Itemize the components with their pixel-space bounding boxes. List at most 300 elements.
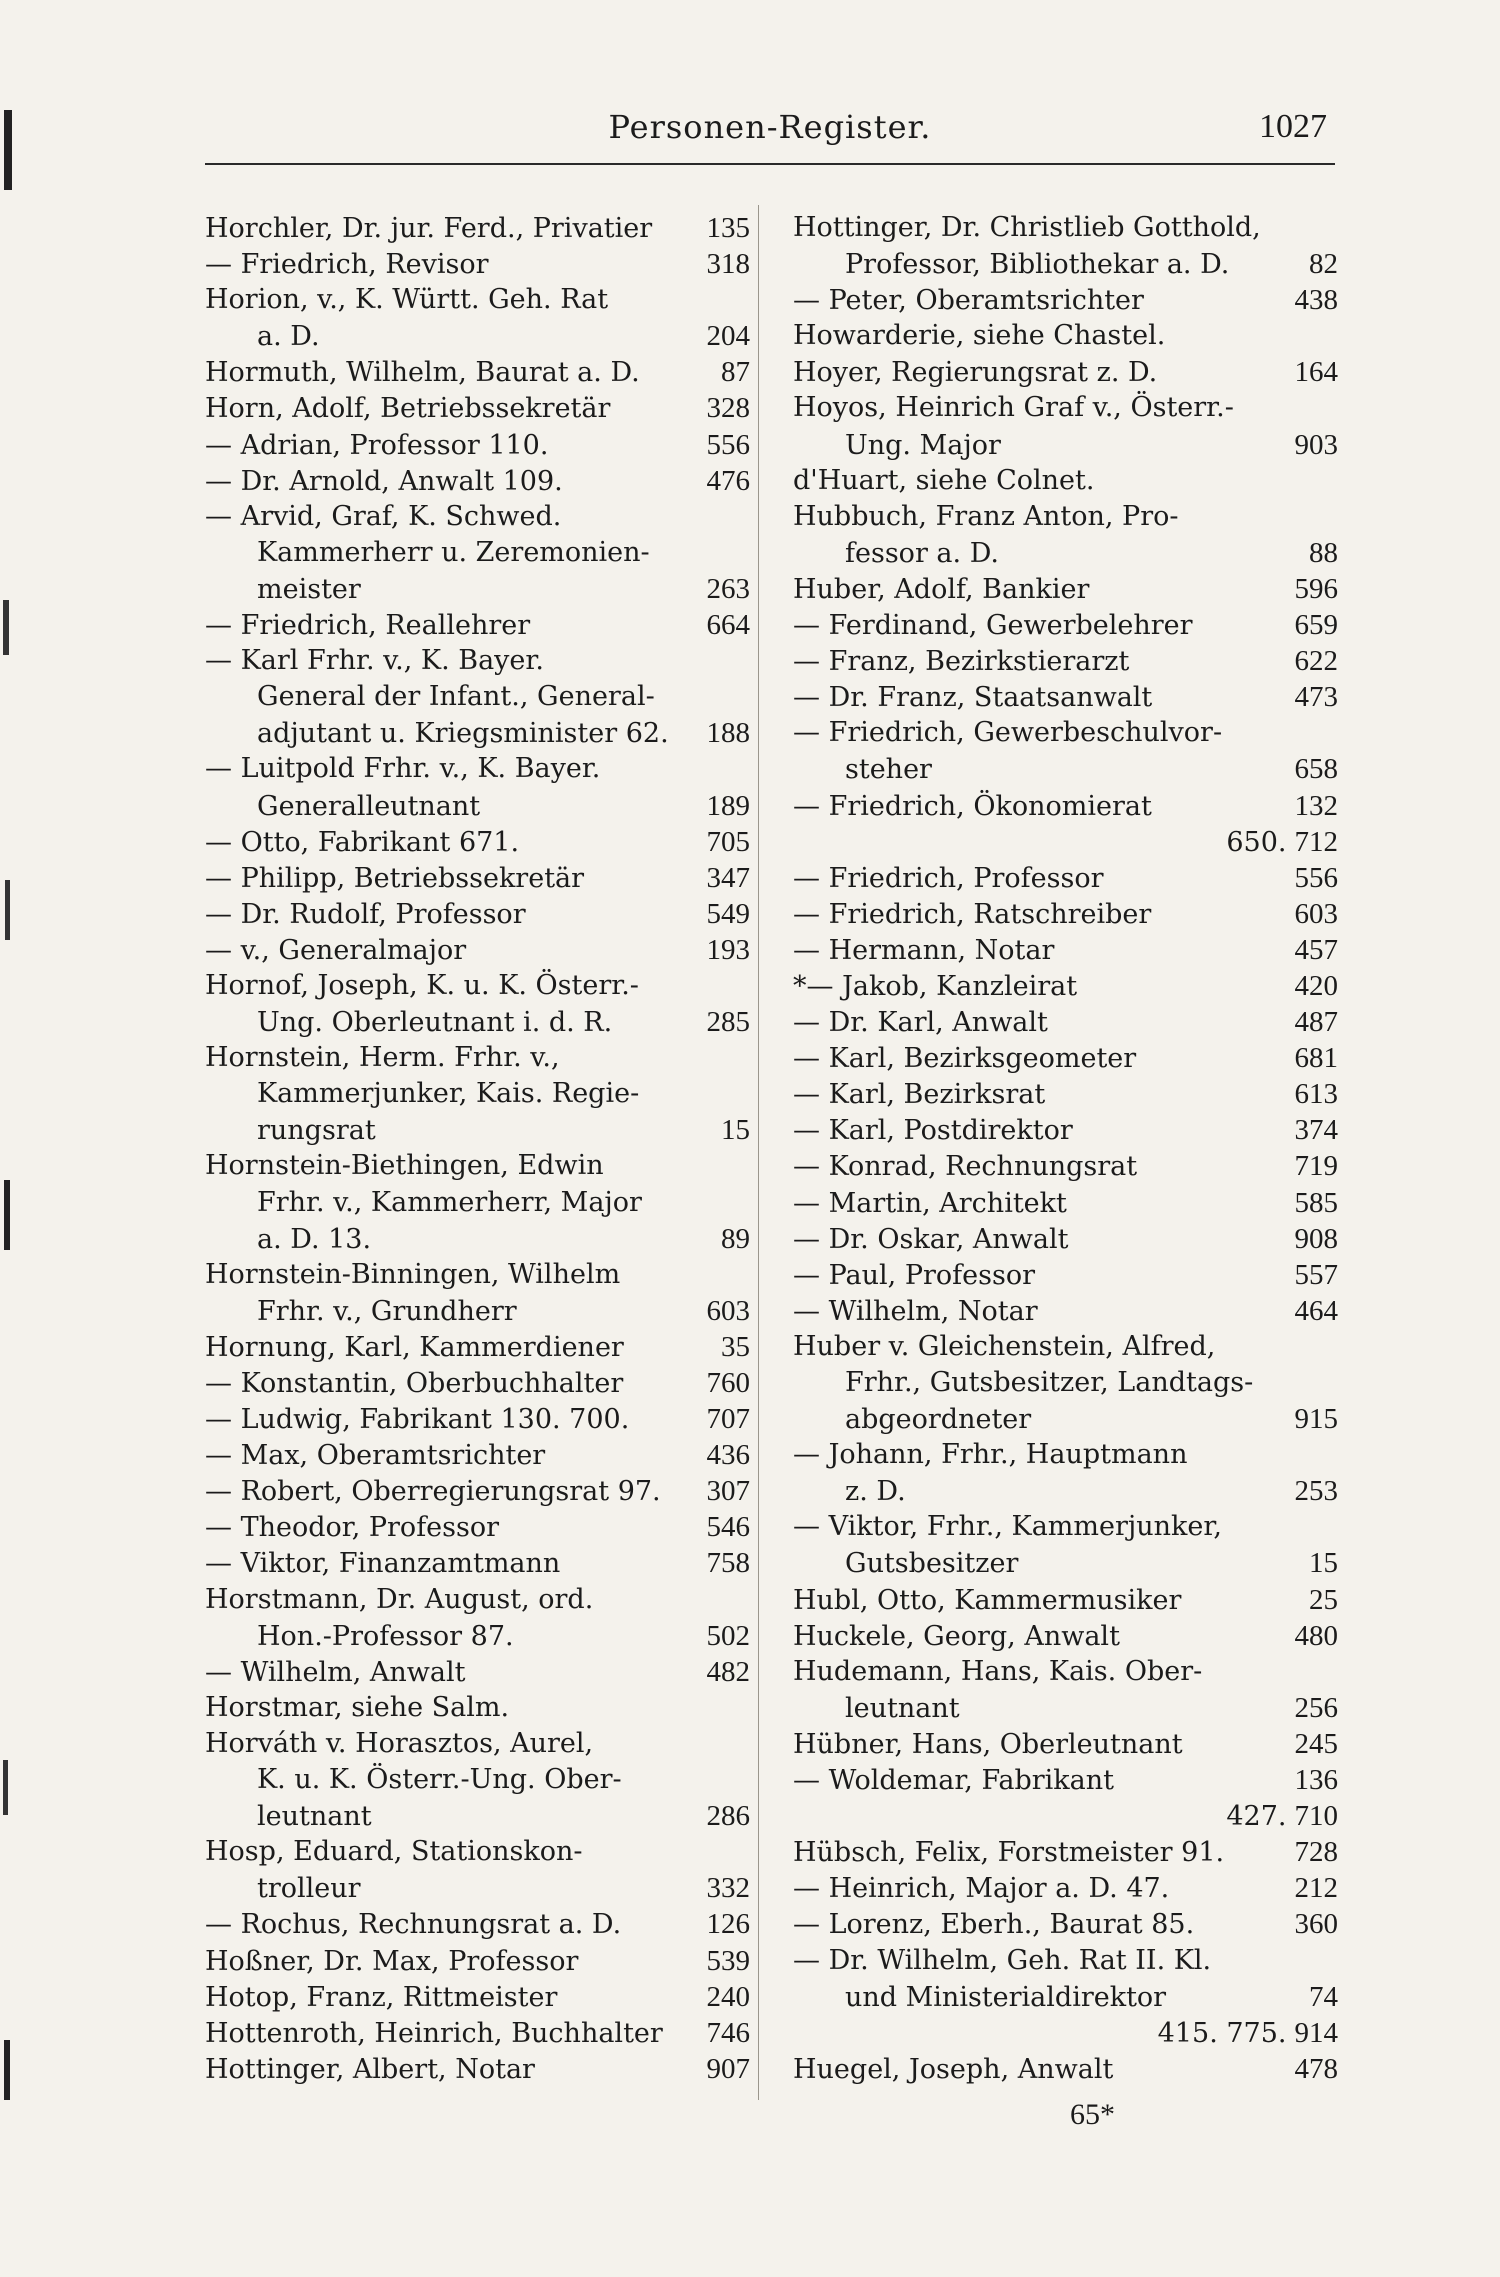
- entry-page-number: 622: [1294, 645, 1338, 678]
- entry-page-number: 263: [706, 572, 750, 605]
- entry-page-number: 164: [1294, 356, 1338, 389]
- entry-line: [793, 751, 1338, 787]
- entry-line: [793, 390, 1338, 426]
- entry-line: [793, 896, 1338, 932]
- entry-line: [793, 571, 1338, 607]
- entry-line: [205, 1509, 750, 1545]
- entry-text: — Rochus, Rechnungsrat a. D.: [205, 1909, 622, 1941]
- entry-page-number: 482: [706, 1655, 750, 1688]
- entry-line: [205, 1040, 750, 1076]
- entry-line: [793, 2051, 1338, 2087]
- entry-line: [205, 1076, 750, 1112]
- entry-line: [793, 1943, 1338, 1979]
- register-entry: [793, 1221, 1338, 1257]
- entry-line: [793, 499, 1338, 535]
- entry-line: [205, 354, 750, 390]
- entry-text: Hosp, Eduard, Stationskon-: [205, 1836, 583, 1868]
- entry-page-number: 746: [706, 2016, 750, 2049]
- entry-text: steher: [845, 754, 932, 786]
- entry-line: [205, 679, 750, 715]
- entry-page-number: 245: [1294, 1727, 1338, 1760]
- entry-page-number: 664: [706, 609, 750, 642]
- register-entry: [205, 1654, 750, 1690]
- register-entry: [205, 1545, 750, 1581]
- register-entry: [793, 282, 1338, 318]
- entry-text: — Dr. Oskar, Anwalt: [793, 1223, 1069, 1255]
- entry-line: [205, 1148, 750, 1184]
- entry-text: Huegel, Joseph, Anwalt: [793, 2053, 1114, 2085]
- entry-text: Horchler, Dr. jur. Ferd., Privatier: [205, 213, 653, 244]
- entry-text: Ung. Oberleutnant i. d. R.: [257, 1007, 613, 1039]
- register-entry: [205, 751, 750, 823]
- entry-text: z. D.: [845, 1476, 906, 1508]
- entry-page-number: 360: [1294, 1908, 1338, 1941]
- entry-text: Horstmar, siehe Salm.: [205, 1691, 510, 1723]
- entry-line: [205, 1618, 750, 1654]
- entry-line: [793, 1870, 1338, 1906]
- entry-text: — Friedrich, Ratschreiber: [793, 898, 1152, 930]
- entry-page-number: 659: [1294, 609, 1338, 642]
- entry-page-number: 25: [1309, 1583, 1338, 1616]
- entry-line: [205, 1545, 750, 1581]
- entry-text: — Max, Oberamtsrichter: [205, 1440, 546, 1472]
- entry-page-number: 318: [706, 248, 750, 281]
- entry-page-number: 87: [721, 356, 750, 389]
- entry-page-number: 188: [706, 717, 750, 750]
- register-entry: [793, 1040, 1338, 1076]
- entry-text: — Arvid, Graf, K. Schwed.: [205, 500, 562, 532]
- entry-line: [205, 1870, 750, 1906]
- entry-text: 427.: [1226, 1801, 1287, 1833]
- entry-text: — Wilhelm, Notar: [793, 1295, 1038, 1327]
- entry-line: [793, 210, 1338, 246]
- entry-text: Hübsch, Felix, Forstmeister 91.: [793, 1837, 1225, 1869]
- page-title: Personen-Register.: [608, 108, 932, 146]
- register-entry: [205, 246, 750, 282]
- register-entry: [205, 463, 750, 499]
- entry-page-number: 915: [1294, 1403, 1338, 1436]
- left-column: [205, 210, 750, 2087]
- entry-text: Frhr., Gutsbesitzer, Landtags-: [845, 1367, 1254, 1398]
- register-entry: [793, 1906, 1338, 1942]
- entry-text: — Friedrich, Professor: [793, 862, 1104, 894]
- header-rule: [205, 163, 1335, 165]
- entry-line: [793, 824, 1338, 860]
- register-entry: [205, 1582, 750, 1654]
- entry-line: [205, 788, 750, 824]
- entry-line: [205, 499, 750, 535]
- entry-page-number: 710: [1294, 1800, 1338, 1833]
- entry-text: Horn, Adolf, Betriebssekretär: [205, 393, 611, 425]
- entry-page-number: 707: [706, 1403, 750, 1436]
- entry-page-number: 546: [706, 1511, 750, 1544]
- register-entry: [205, 896, 750, 932]
- entry-text: Horstmann, Dr. August, ord.: [205, 1583, 594, 1615]
- entry-page-number: 436: [706, 1439, 750, 1472]
- register-entry: [793, 499, 1338, 571]
- entry-line: [205, 246, 750, 282]
- entry-line: [205, 1690, 750, 1726]
- entry-page-number: 135: [706, 212, 750, 244]
- entry-line: [205, 1293, 750, 1329]
- entry-text: K. u. K. Österr.-Ung. Ober-: [257, 1764, 622, 1796]
- entry-line: [205, 1798, 750, 1834]
- entry-text: Horváth v. Horasztos, Aurel,: [205, 1727, 594, 1759]
- entry-text: — Karl, Bezirksgeometer: [793, 1043, 1137, 1075]
- entry-text: Hoyer, Regierungsrat z. D.: [793, 357, 1158, 389]
- entry-page-number: 15: [721, 1114, 750, 1147]
- entry-page-number: 539: [706, 1944, 750, 1977]
- register-entry: [205, 2015, 750, 2051]
- entry-line: [793, 1329, 1338, 1365]
- entry-line: [205, 1004, 750, 1040]
- entry-text: rungsrat: [257, 1115, 376, 1147]
- entry-page-number: 480: [1294, 1619, 1338, 1652]
- entry-text: Huber v. Gleichenstein, Alfred,: [793, 1330, 1216, 1362]
- entry-line: [205, 1473, 750, 1509]
- entry-line: [793, 643, 1338, 679]
- entry-text: fessor a. D.: [845, 537, 999, 569]
- register-entry: [793, 788, 1338, 860]
- register-entry: [793, 1726, 1338, 1762]
- entry-text: — Otto, Fabrikant 671.: [205, 826, 520, 858]
- entry-line: [793, 1040, 1338, 1076]
- entry-line: [205, 210, 750, 246]
- entry-page-number: 596: [1294, 572, 1338, 605]
- entry-line: [205, 1437, 750, 1473]
- entry-text: Hornung, Karl, Kammerdiener: [205, 1331, 624, 1363]
- entry-text: Hornof, Joseph, K. u. K. Österr.-: [205, 969, 639, 1001]
- entry-line: [793, 1834, 1338, 1870]
- entry-text: — Luitpold Frhr. v., K. Bayer.: [205, 753, 601, 785]
- register-entry: [205, 860, 750, 896]
- entry-text: trolleur: [257, 1873, 361, 1905]
- entry-page-number: 332: [706, 1872, 750, 1905]
- entry-line: [205, 318, 750, 354]
- entry-page-number: 212: [1294, 1872, 1338, 1905]
- entry-page-number: 658: [1294, 753, 1338, 786]
- entry-text: — Franz, Bezirkstierarzt: [793, 646, 1130, 678]
- column-divider: [758, 205, 759, 2100]
- entry-line: [205, 1185, 750, 1221]
- entry-text: — Dr. Franz, Staatsanwalt: [793, 682, 1153, 714]
- entry-line: [793, 1979, 1338, 2015]
- entry-line: [793, 2015, 1338, 2051]
- entry-line: [793, 1221, 1338, 1257]
- entry-line: [793, 968, 1338, 1004]
- entry-text: Huber, Adolf, Bankier: [793, 573, 1090, 605]
- entry-text: adjutant u. Kriegsminister 62.: [257, 718, 669, 750]
- entry-line: [205, 824, 750, 860]
- register-entry: [205, 282, 750, 354]
- entry-page-number: 285: [706, 1006, 750, 1039]
- entry-text: — Konrad, Rechnungsrat: [793, 1151, 1138, 1183]
- entry-line: [205, 2015, 750, 2051]
- entry-line: [205, 535, 750, 571]
- entry-line: [205, 932, 750, 968]
- page-edge-binding-marks: [0, 0, 24, 2277]
- entry-text: — Friedrich, Gewerbeschulvor-: [793, 717, 1223, 749]
- entry-text: Gutsbesitzer: [845, 1548, 1019, 1580]
- entry-page-number: 374: [1294, 1114, 1338, 1147]
- entry-text: — Ludwig, Fabrikant 130. 700.: [205, 1404, 630, 1436]
- entry-line: [793, 1473, 1338, 1509]
- entry-page-number: 88: [1309, 536, 1338, 569]
- entry-text: Hormuth, Wilhelm, Baurat a. D.: [205, 357, 640, 389]
- entry-text: Hottinger, Albert, Notar: [205, 2053, 535, 2085]
- entry-line: [793, 1582, 1338, 1618]
- entry-text: Hoßner, Dr. Max, Professor: [205, 1945, 579, 1977]
- register-entry: [205, 354, 750, 390]
- entry-text: — Viktor, Finanzamtmann: [205, 1548, 561, 1580]
- entry-page-number: 473: [1294, 681, 1338, 714]
- entry-text: — Karl, Bezirksrat: [793, 1079, 1046, 1111]
- register-entry: [793, 318, 1338, 354]
- entry-text: — Hermann, Notar: [793, 934, 1055, 966]
- entry-line: [205, 1221, 750, 1257]
- entry-text: — v., Generalmajor: [205, 934, 467, 966]
- entry-line: [793, 246, 1338, 282]
- entry-text: — Dr. Wilhelm, Geh. Rat II. Kl.: [793, 1944, 1212, 1976]
- entry-page-number: 256: [1294, 1691, 1338, 1724]
- entry-text: — Robert, Oberregierungsrat 97.: [205, 1476, 661, 1508]
- entry-text: Hübner, Hans, Oberleutnant: [793, 1728, 1183, 1760]
- entry-page-number: 253: [1294, 1475, 1338, 1508]
- entry-line: [793, 1293, 1338, 1329]
- entry-line: [793, 715, 1338, 751]
- entry-text: Howarderie, siehe Chastel.: [793, 320, 1166, 352]
- entry-text: — Friedrich, Ökonomierat: [793, 790, 1152, 822]
- entry-line: [205, 896, 750, 932]
- entry-line: [205, 427, 750, 463]
- page-number: 1027: [1259, 108, 1327, 145]
- entry-page-number: 74: [1309, 1980, 1338, 2013]
- entry-page-number: 126: [706, 1908, 750, 1941]
- register-entry: [205, 1257, 750, 1329]
- entry-line: [205, 1112, 750, 1148]
- entry-text: — Woldemar, Fabrikant: [793, 1765, 1114, 1797]
- register-entry: [205, 1726, 750, 1834]
- entry-line: [205, 1762, 750, 1798]
- entry-page-number: 204: [706, 320, 750, 353]
- register-entry: [205, 1690, 750, 1726]
- entry-text: — Dr. Rudolf, Professor: [205, 898, 526, 930]
- entry-text: — Karl, Postdirektor: [793, 1115, 1073, 1147]
- entry-text: — Peter, Oberamtsrichter: [793, 285, 1144, 317]
- register-entry: [793, 354, 1338, 390]
- entry-page-number: 728: [1294, 1836, 1338, 1869]
- entry-page-number: 286: [706, 1800, 750, 1833]
- entry-page-number: 240: [706, 1980, 750, 2013]
- entry-line: [205, 571, 750, 607]
- signature-mark: 65*: [1070, 2098, 1115, 2131]
- entry-page-number: 487: [1294, 1006, 1338, 1039]
- entry-text: — Friedrich, Reallehrer: [205, 610, 531, 642]
- entry-page-number: 585: [1294, 1186, 1338, 1219]
- entry-text: Frhr. v., Grundherr: [257, 1295, 517, 1327]
- entry-line: [793, 1148, 1338, 1184]
- entry-page-number: 502: [706, 1619, 750, 1652]
- register-entry: [793, 1509, 1338, 1581]
- entry-text: Hubbuch, Franz Anton, Pro-: [793, 500, 1179, 532]
- register-entry: [205, 427, 750, 463]
- register-entry: [793, 1185, 1338, 1221]
- register-entry: [205, 1979, 750, 2015]
- entry-page-number: 347: [706, 861, 750, 894]
- entry-line: [793, 932, 1338, 968]
- entry-line: [793, 679, 1338, 715]
- entry-line: [793, 1726, 1338, 1762]
- entry-page-number: 903: [1294, 428, 1338, 461]
- page-header: [205, 108, 1335, 160]
- register-entry: [793, 679, 1338, 715]
- register-entry: [793, 607, 1338, 643]
- entry-line: [205, 1726, 750, 1762]
- entry-page-number: 549: [706, 897, 750, 930]
- entry-text: — Wilhelm, Anwalt: [205, 1656, 466, 1688]
- entry-line: [793, 1112, 1338, 1148]
- register-entry: [793, 571, 1338, 607]
- entry-text: a. D.: [257, 321, 320, 353]
- entry-text: Frhr. v., Kammerherr, Major: [257, 1186, 642, 1218]
- entry-page-number: 557: [1294, 1258, 1338, 1291]
- register-entry: [205, 1365, 750, 1401]
- entry-page-number: 457: [1294, 933, 1338, 966]
- entry-text: Hon.-Professor 87.: [257, 1620, 514, 1652]
- register-entry: [793, 1148, 1338, 1184]
- register-entry: [793, 1112, 1338, 1148]
- register-entry: [793, 1582, 1338, 1618]
- entry-line: [793, 318, 1338, 354]
- register-entry: [793, 896, 1338, 932]
- register-entry: [205, 932, 750, 968]
- register-entry: [793, 1437, 1338, 1509]
- register-entry: [205, 2051, 750, 2087]
- register-entry: [793, 2051, 1338, 2087]
- entry-line: [205, 1582, 750, 1618]
- entry-text: — Dr. Karl, Anwalt: [793, 1007, 1048, 1039]
- register-entry: [205, 1148, 750, 1256]
- entry-line: [205, 1329, 750, 1365]
- entry-line: [793, 1076, 1338, 1112]
- entry-line: [793, 1401, 1338, 1437]
- entry-line: [205, 1906, 750, 1942]
- register-entry: [793, 1762, 1338, 1834]
- entry-text: 650.: [1226, 826, 1287, 858]
- register-entry: [205, 824, 750, 860]
- register-entry: [793, 1618, 1338, 1654]
- entry-line: [205, 463, 750, 499]
- entry-page-number: 132: [1294, 789, 1338, 822]
- entry-line: [205, 1401, 750, 1437]
- entry-page-number: 420: [1294, 969, 1338, 1002]
- entry-page-number: 89: [721, 1222, 750, 1255]
- entry-line: [793, 1509, 1338, 1545]
- entry-line: [793, 1185, 1338, 1221]
- entry-page-number: 478: [1294, 2052, 1338, 2085]
- entry-text: abgeordneter: [845, 1404, 1032, 1436]
- entry-text: a. D. 13.: [257, 1223, 372, 1255]
- entry-line: [793, 1618, 1338, 1654]
- entry-text: — Johann, Frhr., Hauptmann: [793, 1439, 1188, 1471]
- entry-text: Hoyos, Heinrich Graf v., Österr.-: [793, 392, 1234, 424]
- entry-text: — Adrian, Professor 110.: [205, 429, 549, 461]
- entry-page-number: 328: [706, 392, 750, 425]
- entry-line: [793, 1437, 1338, 1473]
- register-entry: [793, 1654, 1338, 1726]
- entry-line: [793, 1906, 1338, 1942]
- entry-line: [205, 643, 750, 679]
- entry-line: [205, 1257, 750, 1293]
- entry-page-number: 603: [1294, 897, 1338, 930]
- entry-line: [793, 1654, 1338, 1690]
- entry-line: [793, 1545, 1338, 1581]
- entry-text: — Dr. Arnold, Anwalt 109.: [205, 465, 563, 497]
- entry-text: 415. 775.: [1157, 2017, 1287, 2049]
- entry-page-number: 307: [706, 1475, 750, 1508]
- register-entry: [205, 1437, 750, 1473]
- entry-line: [205, 2051, 750, 2087]
- entry-line: [793, 282, 1338, 318]
- entry-page-number: 758: [706, 1547, 750, 1580]
- entry-line: [205, 751, 750, 787]
- entry-text: — Ferdinand, Gewerbelehrer: [793, 610, 1193, 642]
- right-column: [793, 210, 1338, 2087]
- entry-text: Huckele, Georg, Anwalt: [793, 1620, 1120, 1652]
- entry-text: Horion, v., K. Württ. Geh. Rat: [205, 284, 609, 316]
- entry-text: d'Huart, siehe Colnet.: [793, 464, 1095, 496]
- entry-page-number: 613: [1294, 1078, 1338, 1111]
- register-entry: [793, 968, 1338, 1004]
- entry-text: — Heinrich, Major a. D. 47.: [793, 1873, 1170, 1905]
- register-entry: [793, 860, 1338, 896]
- entry-text: Ung. Major: [845, 429, 1001, 461]
- entry-text: — Friedrich, Revisor: [205, 249, 489, 281]
- entry-text: — Paul, Professor: [793, 1259, 1035, 1291]
- entry-line: [793, 354, 1338, 390]
- entry-line: [793, 788, 1338, 824]
- entry-line: [793, 1257, 1338, 1293]
- entry-line: [793, 1762, 1338, 1798]
- entry-line: [205, 1365, 750, 1401]
- entry-page-number: 476: [706, 464, 750, 497]
- register-entry: [793, 1329, 1338, 1437]
- entry-text: leutnant: [257, 1801, 372, 1833]
- entry-page-number: 914: [1294, 2016, 1338, 2049]
- entry-text: — Martin, Architekt: [793, 1187, 1067, 1219]
- entry-line: [793, 427, 1338, 463]
- entry-text: meister: [257, 573, 361, 605]
- entry-text: Generalleutnant: [257, 790, 481, 822]
- entry-text: General der Infant., General-: [257, 681, 655, 713]
- register-entry: [205, 1943, 750, 1979]
- entry-text: Hottenroth, Heinrich, Buchhalter: [205, 2017, 663, 2049]
- entry-text: Hottinger, Dr. Christlieb Gotthold,: [793, 212, 1261, 243]
- register-entry: [205, 968, 750, 1040]
- entry-page-number: 189: [706, 789, 750, 822]
- register-entry: [205, 607, 750, 643]
- entry-line: [793, 535, 1338, 571]
- entry-text: Hornstein-Biethingen, Edwin: [205, 1150, 604, 1182]
- register-entry: [793, 1004, 1338, 1040]
- entry-page-number: 136: [1294, 1764, 1338, 1797]
- register-entry: [205, 643, 750, 751]
- entry-text: Hornstein-Binningen, Wilhelm: [205, 1258, 621, 1290]
- register-entry: [793, 463, 1338, 499]
- entry-page-number: 908: [1294, 1222, 1338, 1255]
- entry-page-number: 556: [1294, 861, 1338, 894]
- register-entry: [205, 1509, 750, 1545]
